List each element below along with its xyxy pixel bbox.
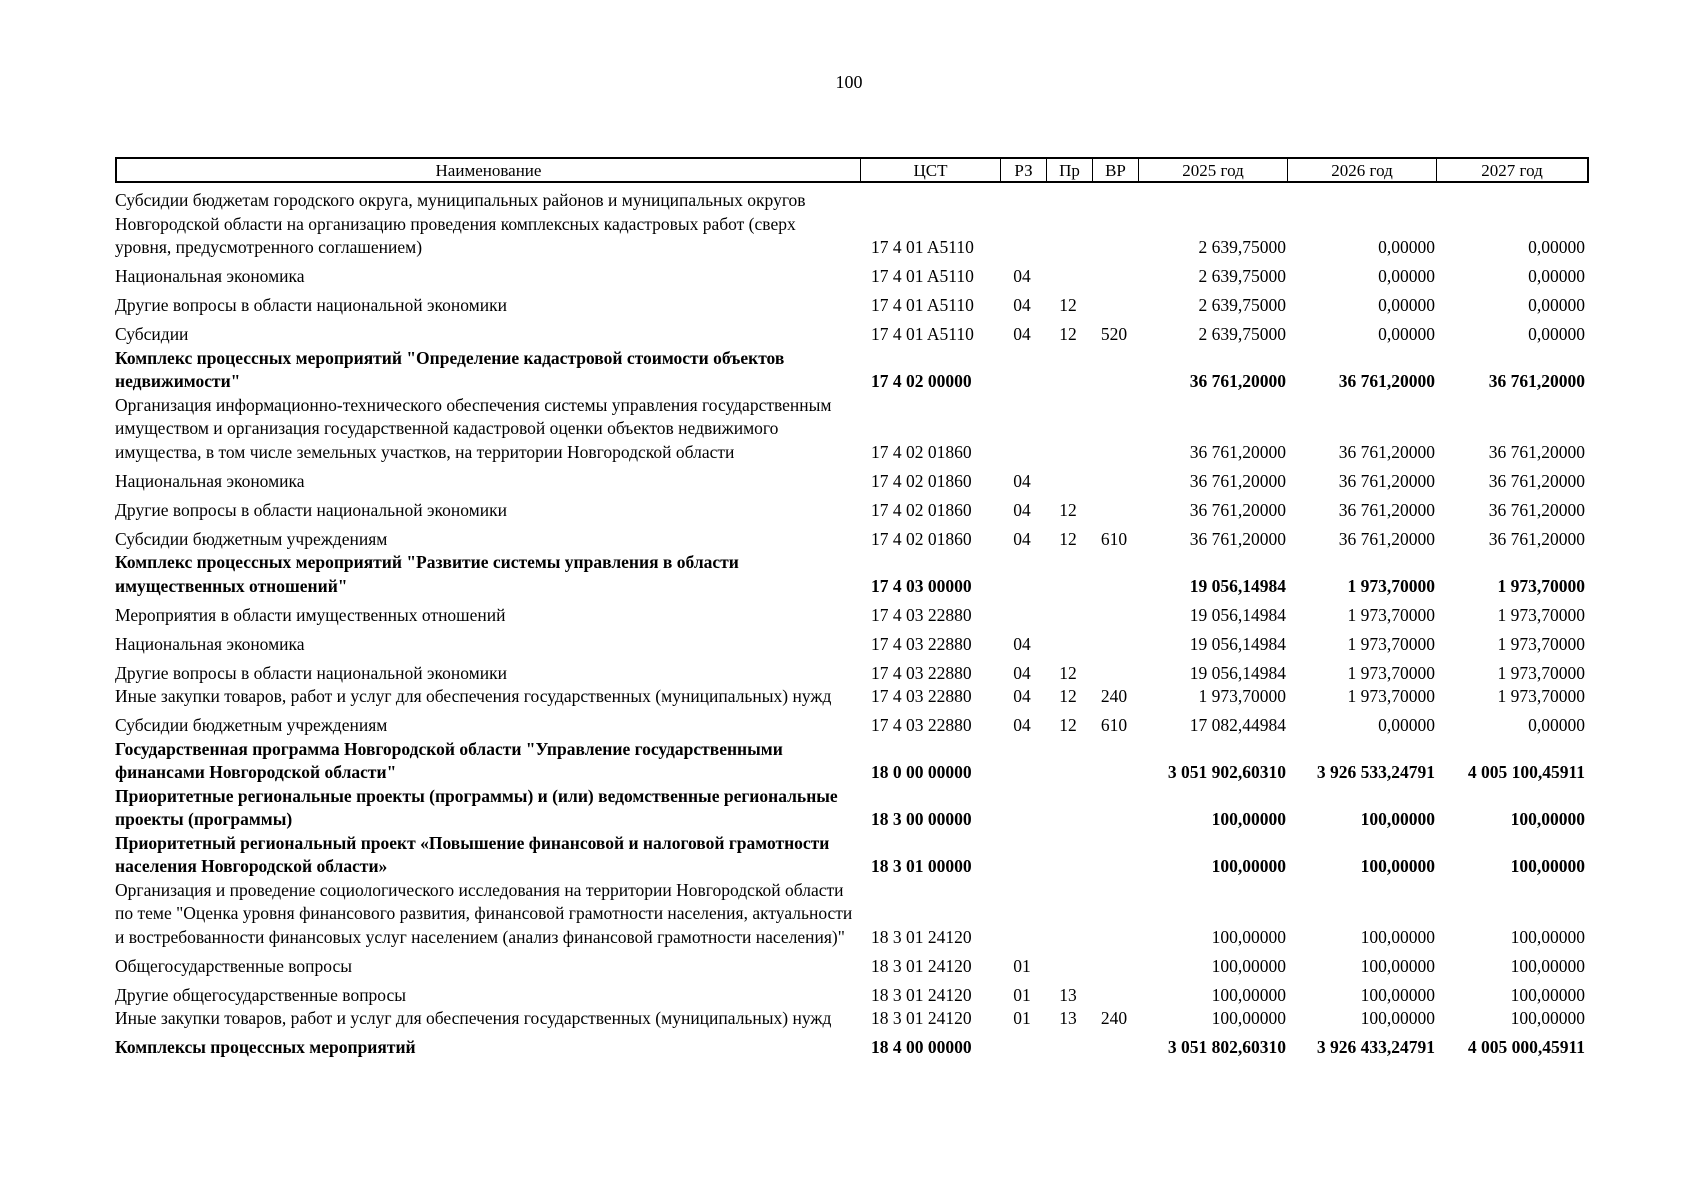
row-cst: 17 4 01 A5110 xyxy=(871,266,974,286)
row-name: Общегосударственные вопросы xyxy=(115,955,353,976)
row-2026: 0,00000 xyxy=(1378,295,1435,315)
row-2025: 19 056,14984 xyxy=(1189,604,1286,625)
row-pr: 13 xyxy=(1059,1008,1077,1028)
row-cst: 18 3 01 00000 xyxy=(871,856,972,876)
row-2025: 36 761,20000 xyxy=(1189,441,1286,462)
col-header-cst: ЦСТ xyxy=(861,159,1001,181)
row-name: Приоритетные региональные проекты (программы) и (или) ведомственные региональные проекты (программы) xyxy=(115,785,838,829)
row-2026: 3 926 433,24791 xyxy=(1316,1037,1435,1057)
row-pr: 12 xyxy=(1059,295,1077,315)
row-vr: 240 xyxy=(1100,686,1128,706)
row-2025: 2 639,75000 xyxy=(1198,295,1286,315)
row-name: Комплекс процессных мероприятий "Определение кадастровой стоимости объектов недвижимости" xyxy=(115,347,785,391)
col-header-2026: 2026 год xyxy=(1288,159,1437,181)
table-row xyxy=(115,879,1585,950)
row-2026: 36 761,20000 xyxy=(1338,528,1435,549)
row-2025: 3 051 902,60310 xyxy=(1167,762,1286,782)
row-rz: 04 xyxy=(1013,686,1031,706)
row-2025: 17 082,44984 xyxy=(1189,715,1286,735)
row-2026: 3 926 533,24791 xyxy=(1316,762,1435,782)
table-row xyxy=(115,394,1585,465)
row-2027: 36 761,20000 xyxy=(1488,371,1585,391)
row-2026: 100,00000 xyxy=(1360,1008,1435,1028)
row-pr: 13 xyxy=(1059,984,1077,1005)
row-2027: 0,00000 xyxy=(1528,266,1585,286)
row-pr: 12 xyxy=(1059,715,1077,735)
row-cst: 17 4 02 00000 xyxy=(871,371,972,391)
row-2025: 100,00000 xyxy=(1211,809,1286,829)
row-2025: 36 761,20000 xyxy=(1189,499,1286,520)
row-2025: 1 973,70000 xyxy=(1198,686,1286,706)
row-2027: 36 761,20000 xyxy=(1488,528,1585,549)
row-2026: 1 973,70000 xyxy=(1347,604,1435,625)
row-2027: 4 005 000,45911 xyxy=(1467,1037,1585,1057)
col-header-2027: 2027 год xyxy=(1481,161,1543,180)
row-2027: 100,00000 xyxy=(1510,1008,1585,1028)
row-2027: 100,00000 xyxy=(1510,809,1585,829)
table-header xyxy=(115,157,1589,183)
row-vr: 240 xyxy=(1100,1008,1128,1028)
row-name: Другие вопросы в области национальной экономики xyxy=(115,295,507,315)
row-2026: 36 761,20000 xyxy=(1338,499,1435,520)
row-name: Мероприятия в области имущественных отношений xyxy=(115,604,506,625)
row-rz: 01 xyxy=(1013,1008,1031,1028)
table-row xyxy=(115,347,1585,394)
row-2027: 0,00000 xyxy=(1528,295,1585,315)
table-row xyxy=(115,260,1585,289)
row-pr: 12 xyxy=(1059,324,1077,344)
table-row xyxy=(115,627,1585,656)
table-row xyxy=(115,289,1585,318)
table-row xyxy=(115,189,1585,260)
row-2027: 100,00000 xyxy=(1510,926,1585,947)
col-header-rz: РЗ xyxy=(1001,159,1047,181)
row-2027: 36 761,20000 xyxy=(1488,441,1585,462)
row-name: Иные закупки товаров, работ и услуг для обеспечения государственных (муниципальных) нужд xyxy=(115,1008,832,1028)
row-name: Иные закупки товаров, работ и услуг для обеспечения государственных (муниципальных) нужд xyxy=(115,686,832,706)
row-2027: 4 005 100,45911 xyxy=(1467,762,1585,782)
row-2026: 0,00000 xyxy=(1378,324,1435,344)
row-name: Субсидии бюджетным учреждениям xyxy=(115,715,388,735)
row-2027: 36 761,20000 xyxy=(1488,499,1585,520)
row-rz: 04 xyxy=(1013,324,1031,344)
row-2025: 2 639,75000 xyxy=(1198,237,1286,257)
table-row xyxy=(115,978,1585,1007)
row-rz: 04 xyxy=(1013,662,1031,683)
row-2026: 100,00000 xyxy=(1360,926,1435,947)
col-header-2025: 2025 год xyxy=(1139,159,1288,181)
table-row xyxy=(115,598,1585,627)
row-2025: 36 761,20000 xyxy=(1189,470,1286,491)
row-2026: 36 761,20000 xyxy=(1338,441,1435,462)
row-pr: 12 xyxy=(1059,528,1077,549)
row-cst: 17 4 01 A5110 xyxy=(871,237,974,257)
table-row xyxy=(115,1007,1585,1031)
row-2025: 36 761,20000 xyxy=(1189,528,1286,549)
table-row xyxy=(115,738,1585,785)
row-name: Субсидии xyxy=(115,324,189,344)
row-2027: 1 973,70000 xyxy=(1497,633,1585,654)
row-name: Национальная экономика xyxy=(115,266,305,286)
row-rz: 01 xyxy=(1013,955,1031,976)
row-cst: 17 4 01 A5110 xyxy=(871,295,974,315)
table-row xyxy=(115,1031,1585,1060)
row-2025: 3 051 802,60310 xyxy=(1167,1037,1286,1057)
col-header-name: Наименование xyxy=(117,159,861,181)
table-row xyxy=(115,709,1585,738)
table-row xyxy=(115,318,1585,347)
row-2025: 100,00000 xyxy=(1211,926,1286,947)
row-2026: 1 973,70000 xyxy=(1347,686,1435,706)
row-2026: 100,00000 xyxy=(1360,955,1435,976)
col-header-vr: ВР xyxy=(1093,159,1139,181)
row-2027: 1 973,70000 xyxy=(1497,575,1585,596)
row-cst: 18 3 01 24120 xyxy=(871,955,972,976)
row-cst: 17 4 03 22880 xyxy=(871,633,972,654)
row-cst: 17 4 03 22880 xyxy=(871,715,972,735)
row-cst: 18 0 00 00000 xyxy=(871,762,972,782)
col-header-pr: Пр xyxy=(1047,159,1093,181)
row-name: Субсидии бюджетам городского округа, муниципальных районов и муниципальных округов Новгородской области на организацию проведения комплексных кадастровых работ (сверх уровня, предусмотренного соглашением) xyxy=(115,190,806,257)
row-name: Комплексы процессных мероприятий xyxy=(115,1037,416,1057)
table-row xyxy=(115,785,1585,832)
row-2025: 36 761,20000 xyxy=(1189,371,1286,391)
row-2027: 1 973,70000 xyxy=(1497,686,1585,706)
row-cst: 17 4 03 22880 xyxy=(871,686,972,706)
table-row xyxy=(115,949,1585,978)
row-2026: 1 973,70000 xyxy=(1347,633,1435,654)
row-2027: 100,00000 xyxy=(1510,984,1585,1005)
row-pr: 12 xyxy=(1059,662,1077,683)
row-cst: 17 4 02 01860 xyxy=(871,441,972,462)
row-2025: 19 056,14984 xyxy=(1189,633,1286,654)
row-2025: 19 056,14984 xyxy=(1189,575,1286,596)
row-2026: 1 973,70000 xyxy=(1347,662,1435,683)
row-cst: 17 4 03 22880 xyxy=(871,662,972,683)
row-name: Приоритетный региональный проект «Повышение финансовой и налоговой грамотности населения Новгородской области» xyxy=(115,832,830,876)
row-name: Организация и проведение социологического исследования на территории Новгородской области по теме "Оценка уровня финансового развития, финансовой грамотности населения, актуальности и востребованности финансовых услуг населением (анализ финансовой грамотности населения)" xyxy=(115,879,853,947)
row-2026: 100,00000 xyxy=(1360,984,1435,1005)
row-2026: 0,00000 xyxy=(1378,715,1435,735)
row-cst: 17 4 03 00000 xyxy=(871,575,972,596)
row-2027: 0,00000 xyxy=(1528,715,1585,735)
row-cst: 18 3 01 24120 xyxy=(871,926,972,947)
row-2026: 36 761,20000 xyxy=(1338,470,1435,491)
table-body xyxy=(115,189,1585,1060)
row-name: Национальная экономика xyxy=(115,633,305,654)
table-row xyxy=(115,493,1585,522)
row-2025: 100,00000 xyxy=(1211,856,1286,876)
row-vr: 610 xyxy=(1100,528,1128,549)
row-cst: 17 4 03 22880 xyxy=(871,604,972,625)
row-cst: 18 3 01 24120 xyxy=(871,984,972,1005)
row-rz: 04 xyxy=(1013,528,1031,549)
row-rz: 04 xyxy=(1013,295,1031,315)
row-name: Организация информационно-технического обеспечения системы управления государственным имуществом и организация государственной кадастровой оценки объектов недвижимого имущества, в том числе земельных участков, на территории Новгородской области xyxy=(115,394,832,462)
row-2026: 100,00000 xyxy=(1360,856,1435,876)
row-name: Другие общегосударственные вопросы xyxy=(115,984,407,1005)
row-cst: 18 3 00 00000 xyxy=(871,809,972,829)
row-2025: 2 639,75000 xyxy=(1198,324,1286,344)
table-row xyxy=(115,685,1585,709)
row-2025: 2 639,75000 xyxy=(1198,266,1286,286)
row-2025: 100,00000 xyxy=(1211,955,1286,976)
table-row xyxy=(115,551,1585,598)
row-2026: 100,00000 xyxy=(1360,809,1435,829)
row-2025: 19 056,14984 xyxy=(1189,662,1286,683)
row-name: Комплекс процессных мероприятий "Развитие системы управления в области имущественных отношений" xyxy=(115,552,739,596)
row-rz: 01 xyxy=(1013,984,1031,1005)
row-2026: 36 761,20000 xyxy=(1338,371,1435,391)
row-2025: 100,00000 xyxy=(1211,1008,1286,1028)
row-2027: 0,00000 xyxy=(1528,237,1585,257)
row-name: Субсидии бюджетным учреждениям xyxy=(115,528,388,549)
row-pr: 12 xyxy=(1059,499,1077,520)
table-row xyxy=(115,832,1585,879)
row-name: Национальная экономика xyxy=(115,470,305,491)
page-number: 100 xyxy=(835,72,863,92)
row-rz: 04 xyxy=(1013,470,1031,491)
row-vr: 520 xyxy=(1100,324,1128,344)
row-2027: 1 973,70000 xyxy=(1497,604,1585,625)
row-2025: 100,00000 xyxy=(1211,984,1286,1005)
table-row xyxy=(115,522,1585,551)
row-2026: 0,00000 xyxy=(1378,266,1435,286)
row-pr: 12 xyxy=(1059,686,1077,706)
row-2026: 0,00000 xyxy=(1378,237,1435,257)
row-cst: 18 4 00 00000 xyxy=(871,1037,972,1057)
row-name: Государственная программа Новгородской области "Управление государственными финансами Новгородской области" xyxy=(115,738,783,782)
row-2027: 100,00000 xyxy=(1510,856,1585,876)
row-2027: 1 973,70000 xyxy=(1497,662,1585,683)
row-2027: 0,00000 xyxy=(1528,324,1585,344)
row-cst: 17 4 01 A5110 xyxy=(871,324,974,344)
row-name: Другие вопросы в области национальной экономики xyxy=(115,499,507,520)
row-rz: 04 xyxy=(1013,633,1031,654)
row-2027: 36 761,20000 xyxy=(1488,470,1585,491)
row-name: Другие вопросы в области национальной экономики xyxy=(115,662,507,683)
row-cst: 17 4 02 01860 xyxy=(871,499,972,520)
row-2027: 100,00000 xyxy=(1510,955,1585,976)
row-vr: 610 xyxy=(1100,715,1128,735)
table-row xyxy=(115,464,1585,493)
row-cst: 18 3 01 24120 xyxy=(871,1008,972,1028)
row-rz: 04 xyxy=(1013,715,1031,735)
row-cst: 17 4 02 01860 xyxy=(871,528,972,549)
row-cst: 17 4 02 01860 xyxy=(871,470,972,491)
row-rz: 04 xyxy=(1013,266,1031,286)
row-rz: 04 xyxy=(1013,499,1031,520)
row-2026: 1 973,70000 xyxy=(1347,575,1435,596)
table-row xyxy=(115,656,1585,685)
